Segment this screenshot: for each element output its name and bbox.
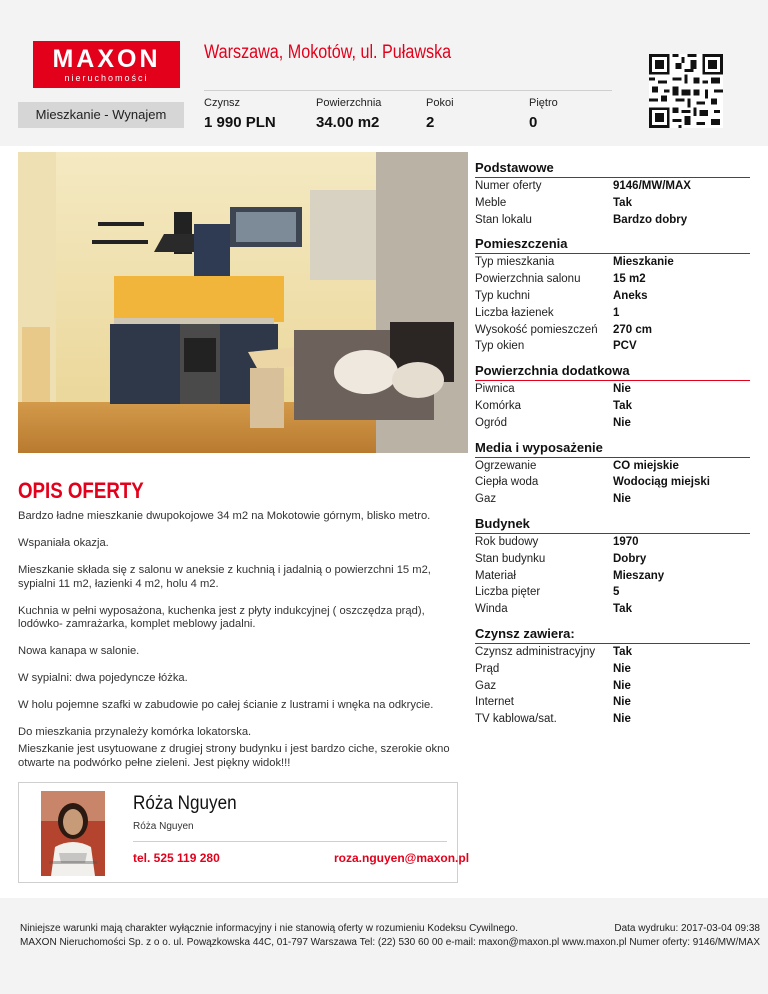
fact-value: 34.00 m2 (316, 114, 380, 131)
detail-row (475, 678, 750, 695)
detail-row (475, 288, 750, 305)
description-paragraph: Do mieszkania przynależy komórka lokatorska. (18, 726, 252, 738)
detail-label: Prąd (475, 662, 500, 675)
detail-row (475, 474, 750, 491)
detail-value: Nie (613, 713, 631, 726)
detail-label: Stan lokalu (475, 213, 532, 226)
fact-floor (529, 97, 558, 131)
section-basic (475, 160, 750, 228)
detail-value: Tak (613, 196, 632, 209)
section-building (475, 516, 750, 618)
detail-row (475, 178, 750, 195)
detail-value: Dobry (613, 552, 647, 565)
detail-label: Czynsz administracyjny (475, 645, 596, 658)
maxon-logo[interactable] (33, 41, 180, 88)
detail-value: Bardzo dobry (613, 213, 688, 226)
listing-address: Warszawa, Mokotów, ul. Puławska (204, 42, 452, 63)
detail-label: Powierzchnia salonu (475, 273, 581, 286)
listing-type-badge: Mieszkanie - Wynajem (18, 102, 184, 128)
fact-label: Czynsz (204, 97, 241, 109)
description-title: OPIS OFERTY (18, 478, 144, 503)
logo-brand: MAXON (52, 45, 161, 73)
detail-row (475, 644, 750, 661)
footer-company: MAXON Nieruchomości Sp. z o o. ul. Powązkowska 44C, 01-797 Warszawa Tel: (22) 530 60 00 e-mail: maxon@maxon.pl www.maxon.pl (20, 937, 627, 948)
agent-avatar (41, 791, 105, 876)
logo-subtitle: nieruchomości (64, 73, 149, 83)
footer-print-date: Data wydruku: 2017-03-04 09:38 (614, 923, 760, 934)
detail-label: Internet (475, 696, 514, 709)
agent-divider (133, 841, 447, 842)
apartment-photo[interactable] (18, 152, 468, 453)
detail-row (475, 458, 750, 475)
detail-row (475, 491, 750, 508)
qr-code-icon[interactable] (649, 54, 723, 128)
detail-row (475, 398, 750, 415)
fact-value: 0 (529, 114, 538, 131)
agent-card (18, 782, 470, 883)
detail-label: Typ mieszkania (475, 256, 555, 269)
agent-subtitle: Róża Nguyen (133, 821, 194, 832)
description-paragraph: Bardzo ładne mieszkanie dwupokojowe 34 m2 na Mokotowie górnym, blisko metro. (18, 510, 431, 522)
description-paragraph: W sypialni: dwa pojedyncze łóżka. (18, 672, 188, 684)
detail-label: Ogród (475, 416, 507, 429)
detail-row (475, 254, 750, 271)
detail-label: Ciepła woda (475, 476, 539, 489)
detail-value: Mieszkanie (613, 256, 674, 269)
detail-label: Gaz (475, 679, 497, 692)
page-header (0, 0, 768, 146)
detail-row (475, 694, 750, 711)
detail-value: Nie (613, 383, 631, 396)
detail-row (475, 661, 750, 678)
fact-value: 1 990 PLN (204, 114, 276, 131)
detail-value: Mieszany (613, 569, 665, 582)
detail-label: Komórka (475, 399, 522, 412)
detail-label: Rok budowy (475, 535, 539, 548)
detail-row (475, 305, 750, 322)
description-paragraph: Nowa kanapa w salonie. (18, 645, 140, 657)
description-paragraph: Mieszkanie składa się z salonu w aneksie z kuchnią i jadalnią o powierzchni 15 m2, sypialni 11 m2, łazienki 4 m2, holu 4 m2. (18, 564, 431, 590)
detail-label: Stan budynku (475, 552, 546, 565)
detail-value: 270 cm (613, 323, 653, 336)
detail-value: Nie (613, 679, 631, 692)
section-title: Budynek (475, 516, 750, 534)
detail-value: PCV (613, 340, 637, 353)
detail-label: Numer oferty (475, 180, 542, 192)
agent-phone-link[interactable]: tel. 525 119 280 (133, 851, 220, 865)
section-title: Pomieszczenia (475, 236, 750, 254)
section-title: Podstawowe (475, 160, 750, 178)
detail-row (475, 338, 750, 355)
detail-label: Piwnica (475, 383, 515, 396)
section-extra-space (475, 363, 750, 431)
agent-name: Róża Nguyen (133, 793, 237, 814)
footer-left (20, 922, 627, 950)
section-utilities (475, 440, 750, 508)
page-footer (0, 898, 768, 994)
detail-label: Liczba łazienek (475, 306, 554, 319)
detail-value: Nie (613, 696, 631, 709)
detail-row (475, 271, 750, 288)
footer-disclaimer: Niniejsze warunki mają charakter wyłącznie informacyjny i nie stanowią oferty w rozumieniu Kodeksu Cywilnego. (20, 923, 518, 934)
fact-rooms (426, 97, 454, 131)
detail-label: Winda (475, 603, 508, 616)
detail-value: 1 (613, 306, 620, 319)
detail-row (475, 534, 750, 551)
fact-area (316, 97, 381, 131)
agent-email-link[interactable]: roza.nguyen@maxon.pl (334, 851, 470, 865)
detail-row (475, 711, 750, 728)
detail-value: 1970 (613, 535, 639, 548)
detail-label: Liczba pięter (475, 586, 541, 599)
section-rooms (475, 236, 750, 355)
detail-row (475, 584, 750, 601)
fact-label: Powierzchnia (316, 97, 382, 109)
footer-right (614, 922, 760, 950)
detail-label: Materiał (475, 569, 516, 582)
detail-row (475, 601, 750, 618)
detail-row (475, 322, 750, 339)
detail-label: Typ okien (475, 340, 525, 353)
detail-value: CO miejskie (613, 459, 679, 472)
detail-value: 9146/MW/MAX (613, 180, 691, 192)
fact-label: Piętro (529, 97, 558, 109)
detail-label: Typ kuchni (475, 289, 530, 302)
section-title: Czynsz zawiera: (475, 626, 750, 644)
detail-value: 15 m2 (613, 273, 646, 286)
detail-row (475, 551, 750, 568)
detail-value: Nie (613, 493, 631, 506)
description-paragraph: W holu pojemne szafki w zabudowie po całej ścianie z lustrami i wnęka na odkrycie. (18, 699, 434, 711)
detail-value: Tak (613, 603, 632, 616)
detail-value: Tak (613, 399, 632, 412)
detail-row (475, 568, 750, 585)
description-paragraph: Kuchnia w pełni wyposażona, kuchenka jest z płyty indukcyjnej ( oszczędza prąd), lodówko- zamrażarka, komplet meblowy jadalni. (18, 604, 425, 630)
address-divider (204, 90, 612, 91)
section-title: Media i wyposażenie (475, 440, 750, 458)
detail-value: 5 (613, 586, 620, 599)
description-paragraph: Mieszkanie jest usytuowane z drugiej strony budynku i jest bardzo ciche, szerokie okno otwarte na podwórko pełne zieleni. Jest piękny widok!!! (18, 743, 450, 769)
description-body (18, 510, 463, 753)
section-rent-includes (475, 626, 750, 728)
detail-label: Meble (475, 196, 507, 209)
detail-row (475, 212, 750, 229)
detail-label: Wysokość pomieszczeń (475, 323, 598, 336)
fact-label: Pokoi (426, 97, 454, 109)
detail-value: Tak (613, 645, 632, 658)
detail-label: Ogrzewanie (475, 459, 537, 472)
footer-offer-number: Numer oferty: 9146/MW/MAX (629, 937, 760, 948)
section-title: Powierzchnia dodatkowa (475, 363, 750, 381)
detail-value: Nie (613, 416, 631, 429)
fact-value: 2 (426, 114, 435, 131)
detail-label: TV kablowa/sat. (475, 713, 557, 726)
details-panel (475, 160, 750, 730)
detail-value: Nie (613, 662, 631, 675)
detail-value: Aneks (613, 289, 648, 302)
detail-label: Gaz (475, 493, 497, 506)
detail-row (475, 415, 750, 432)
detail-row (475, 195, 750, 212)
fact-rent (204, 97, 276, 131)
detail-value: Wodociąg miejski (613, 476, 710, 489)
detail-row (475, 381, 750, 398)
description-paragraph: Wspaniała okazja. (18, 537, 109, 549)
